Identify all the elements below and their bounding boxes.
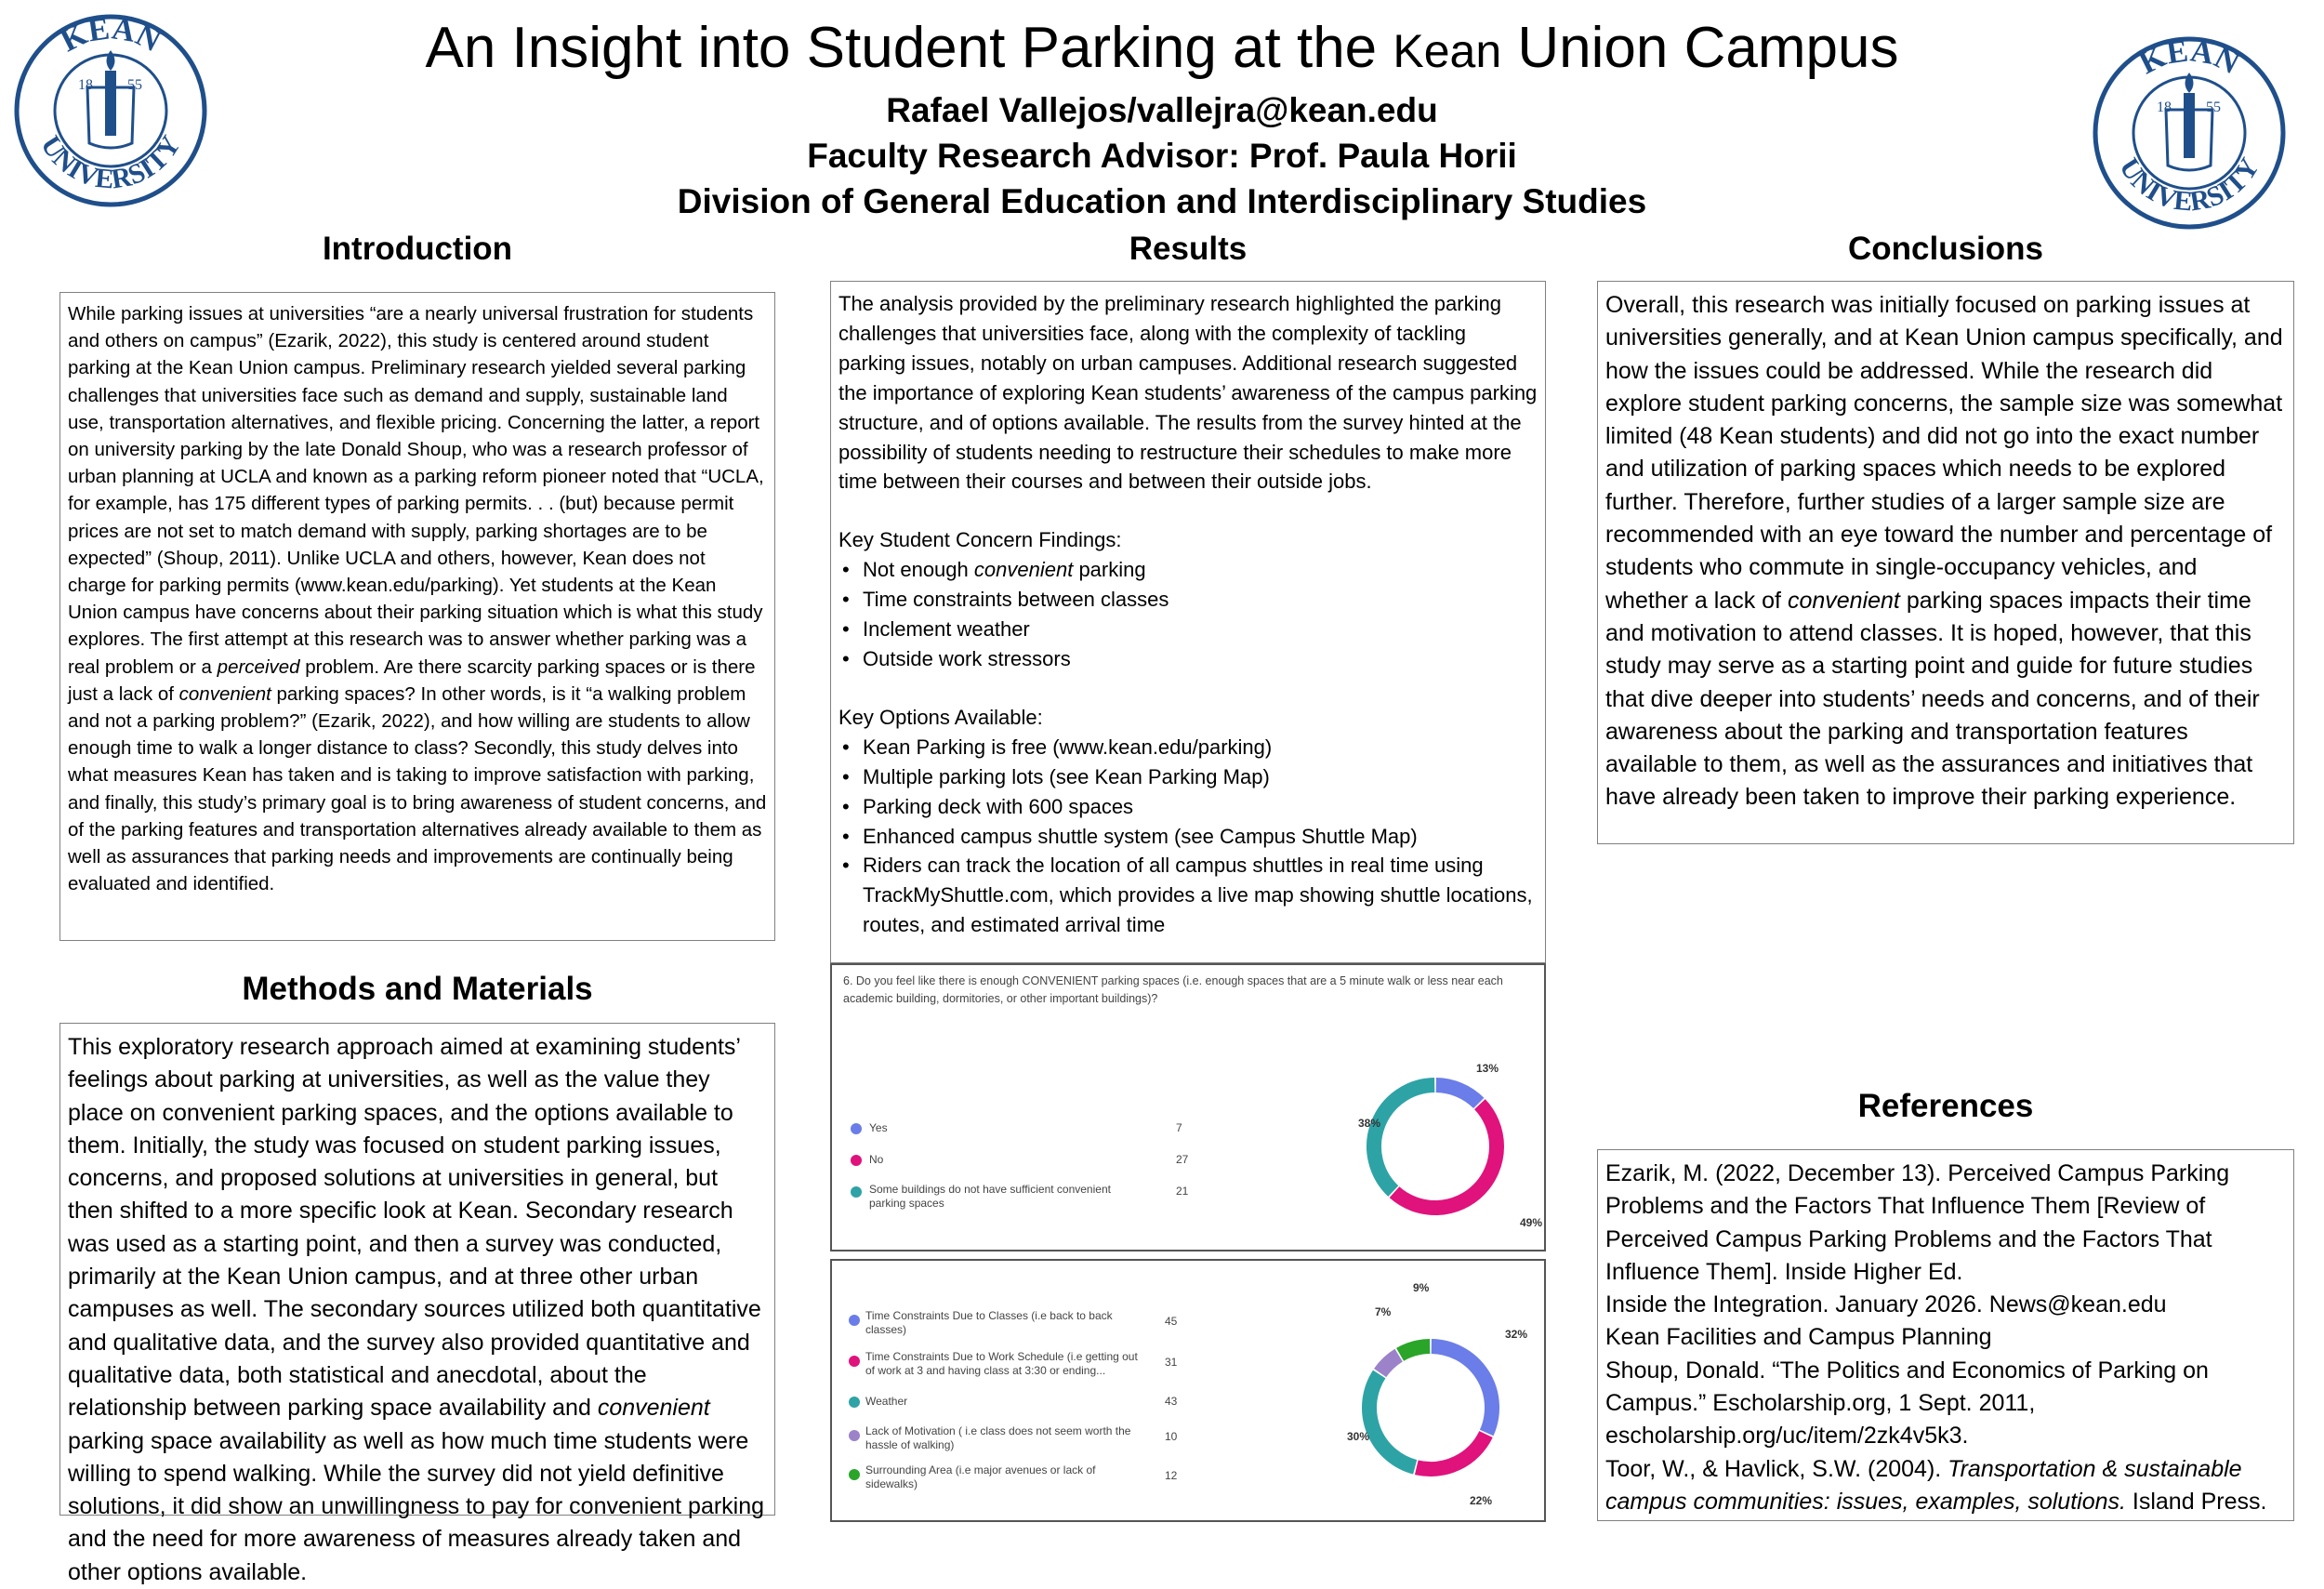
legend-label: Yes <box>869 1121 888 1134</box>
methods-paragraph: This exploratory research approach aimed at examining students’ feelings about parking at universities, as well as the value they place on convenient parking spaces, and the options available to them. Initially, the study was focused on student parking issues, concerns, and proposed solutions at universities in general, but then shifted to a more specific look at Kean. Secondary research was used as a starting point, and then a survey was conducted, primarily at the Kean Union campus, and at three other urban campuses as well. The secondary sources utilized both quantitative and qualitative data, and the survey also provided quantitative and qualitative data, both statistical and anecdotal, about the relationship between parking space availability and convenient parking space availability as well as how much time students were willing to spend walking. While the survey did not yield definitive solutions, it did show an unwillingness to pay for convenient parking and the need for more awareness of measures already taken and other options available. <box>68 1034 765 1585</box>
reference-item: Ezarik, M. (2022, December 13). Perceived Campus Parking Problems and the Factors That Influence Them [Review of Perceived Campus Parking Problems and the Factors That Influence Them]. Inside Higher Ed. <box>1605 1160 2230 1285</box>
list-item: • Kean Parking is free (www.kean.edu/parking) <box>838 733 1538 762</box>
svg-text:UNIVERSITY: UNIVERSITY <box>2113 152 2265 218</box>
results-box <box>830 281 1546 963</box>
legend-count: 7 <box>1176 1121 1182 1134</box>
donut-slice <box>1432 1346 1492 1433</box>
svg-text:18: 18 <box>78 77 93 93</box>
reference-item: Shoup, Donald. “The Politics and Economics of Parking on Campus.” Escholarship.org, 1 Sept. 2011, escholarship.org/uc/item/2zk4v5k3. <box>1605 1357 2209 1450</box>
legend-count: 21 <box>1176 1185 1189 1198</box>
conclusions-heading: Conclusions <box>1847 231 2044 267</box>
methods-heading: Methods and Materials <box>242 971 593 1007</box>
legend-count: 10 <box>1165 1430 1178 1443</box>
reference-item: Toor, W., & Havlick, S.W. (2004). Transportation & sustainable campus communities: issues, examples, solutions. Island Press. <box>1605 1455 2267 1515</box>
legend-label: Some buildings do not have sufficient convenient parking spaces <box>869 1183 1111 1210</box>
list-item: • Enhanced campus shuttle system (see Campus Shuttle Map) <box>838 822 1538 852</box>
pct-label: 32% <box>1505 1328 1528 1341</box>
legend-count: 27 <box>1176 1153 1189 1166</box>
list-item: • Outside work stressors <box>838 644 1538 674</box>
kean-university-logo-left <box>13 13 208 208</box>
kean-university-logo-right <box>2092 35 2287 231</box>
legend-count: 12 <box>1165 1469 1178 1482</box>
concern-findings-heading: Key Student Concern Findings: <box>838 528 1122 552</box>
concern-findings-list <box>838 555 1538 674</box>
title-text-1: An Insight into Student Parking at the <box>425 16 1378 80</box>
reference-item: Inside the Integration. January 2026. News@kean.edu <box>1605 1291 2167 1318</box>
svg-text:55: 55 <box>2206 99 2221 115</box>
chart-question: 6. Do you feel like there is enough CONVENIENT parking spaces (i.e. enough spaces that are a 5 minute walk or less near each academic building, dormitories, or other important buildings)? <box>843 974 1503 1005</box>
poster-title <box>0 13 2324 86</box>
methods-box <box>59 1023 775 1585</box>
pct-label: 9% <box>1413 1281 1430 1294</box>
key-options-heading: Key Options Available: <box>838 705 1043 729</box>
list-item: • Multiple parking lots (see Kean Parking Map) <box>838 762 1538 792</box>
donut-slice <box>1380 1356 1399 1373</box>
legend-label: Surrounding Area (i.e major avenues or lack of sidewalks) <box>865 1463 1096 1490</box>
pct-label: 22% <box>1470 1494 1493 1507</box>
results-paragraph: The analysis provided by the preliminary research highlighted the parking challenges that universities face, along with the complexity of tackling parking issues, notably on urban campuses. Additional research suggested the importance of exploring Kean students’ awareness of the campus parking structure, and of options available. The results from the survey hinted at the possibility of students needing to restructure their schedules to make more time between their courses and between their outside jobs. <box>838 292 1538 494</box>
legend-label: Weather <box>865 1395 908 1408</box>
chart-time-constraints <box>830 1259 1546 1522</box>
legend-label: Time Constraints Due to Classes (i.e back to back classes) <box>865 1309 1113 1336</box>
chart-convenient-parking <box>830 963 1546 1251</box>
key-options-list <box>838 733 1538 940</box>
legend-label: Time Constraints Due to Work Schedule (i.e getting out of work at 3 and having class at 3:30 or ending... <box>865 1350 1138 1377</box>
svg-text:KEAN: KEAN <box>55 13 166 60</box>
advisor-line: Faculty Research Advisor: Prof. Paula Horii <box>807 137 1517 175</box>
svg-text:18: 18 <box>2157 99 2172 115</box>
legend-count: 31 <box>1165 1356 1178 1369</box>
pct-label: 49% <box>1520 1216 1543 1229</box>
pct-label: 7% <box>1375 1305 1392 1318</box>
donut-slice <box>1369 1374 1415 1467</box>
donut-slice <box>1400 1346 1430 1355</box>
division-line: Division of General Education and Interdisciplinary Studies <box>677 182 1647 220</box>
references-heading: References <box>1857 1088 2034 1124</box>
results-heading: Results <box>1129 231 1248 267</box>
donut-slice <box>1374 1085 1434 1191</box>
svg-text:KEAN: KEAN <box>2133 35 2245 82</box>
list-item: • Inclement weather <box>838 615 1538 644</box>
list-item: • Time constraints between classes <box>838 585 1538 615</box>
legend-count: 43 <box>1165 1395 1178 1408</box>
conclusions-box <box>1597 281 2294 844</box>
svg-text:UNIVERSITY: UNIVERSITY <box>34 130 187 195</box>
svg-text:55: 55 <box>127 77 142 93</box>
introduction-heading: Introduction <box>322 231 513 267</box>
list-item: • Not enough convenient parking <box>838 555 1538 585</box>
pct-label: 38% <box>1358 1117 1381 1130</box>
conclusions-paragraph: Overall, this research was initially focused on parking issues at universities generally, and at Kean Union campus specifically, and how the issues could be addressed. While the research did explore student parking concerns, the sample size was somewhat limited (48 Kean students) and did not go into the exact number and utilization of parking spaces which needs to be explored further. Therefore, further studies of a larger sample size are recommended with an eye toward the number and percentage of students who commute in single-occupancy vehicles, and whether a lack of convenient parking spaces impacts their time and motivation to attend classes. It is hoped, however, that this study may serve as a starting point and guide for future studies that dive deeper into students’ needs and concerns, and of their awareness about the parking and transportation features available to them, as well as the assurances and initiatives that have already been taken to improve their parking experience. <box>1605 292 2283 811</box>
list-item: • Riders can track the location of all campus shuttles in real time using TrackMyShuttle.com, which provides a live map showing shuttle locations, routes, and estimated arrival time <box>838 851 1538 940</box>
donut-chart-1 <box>832 965 1544 1250</box>
legend-label: No <box>869 1153 884 1166</box>
donut-slice <box>1436 1085 1479 1103</box>
donut-slice <box>1417 1435 1486 1469</box>
author-line: Rafael Vallejos/vallejra@kean.edu <box>886 91 1438 129</box>
list-item: • Parking deck with 600 spaces <box>838 792 1538 822</box>
donut-chart-2 <box>832 1261 1544 1520</box>
pct-label: 30% <box>1347 1430 1370 1443</box>
title-text-kean: Kean <box>1393 25 1502 77</box>
legend-count: 45 <box>1165 1315 1178 1328</box>
legend-label: Lack of Motivation ( i.e class does not seem worth the hassle of walking) <box>865 1424 1131 1451</box>
references-box <box>1597 1149 2294 1521</box>
donut-slice <box>1394 1105 1497 1208</box>
introduction-box <box>59 292 775 941</box>
reference-item: Kean Facilities and Campus Planning <box>1605 1324 1992 1351</box>
title-text-2: Union Campus <box>1517 16 1899 80</box>
pct-label: 13% <box>1476 1062 1499 1075</box>
introduction-paragraph: While parking issues at universities “are a nearly universal frustration for students and others on campus” (Ezarik, 2022), this study is centered around student parking at the Kean Union campus. Preliminary research yielded several parking challenges that universities face such as demand and supply, sustainable land use, transportation alternatives, and flexible pricing. Concerning the latter, a report on university parking by the late Donald Shoup, who was a research professor of urban planning at UCLA and known as a parking reform pioneer noted that “UCLA, for example, has 175 different types of parking permits. . . (but) because permit prices are not set to match demand with supply, parking shortages are to be expected” (Shoup, 2011). Unlike UCLA and others, however, Kean does not charge for parking permits (www.kean.edu/parking). Yet students at the Kean Union campus have concerns about their parking situation which is what this study explores. The first attempt at this research was to answer whether parking was a real problem or a perceived problem. Are there scarcity parking spaces or is there just a lack of convenient parking spaces? In other words, is it “a walking problem and not a parking problem?” (Ezarik, 2022), and how willing are students to allow enough time to walk a longer distance to class? Secondly, this study delves into what measures Kean has taken and is taking to improve satisfaction with parking, and finally, this study’s primary goal is to bring awareness of student concerns, and of the parking features and transportation alternatives already available to them as well as assurances that parking needs and improvements are continually being evaluated and identified. <box>68 303 767 895</box>
